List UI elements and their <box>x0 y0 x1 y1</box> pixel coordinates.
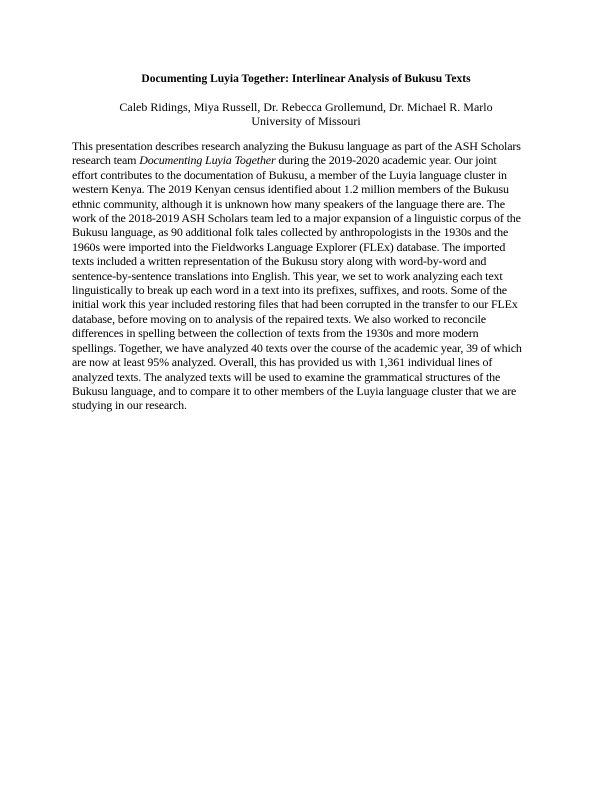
abstract-line: effort contributes to the documentation of Bukusu, a member of the Luyia language cluster in <box>72 167 507 182</box>
abstract-line <box>72 153 544 167</box>
abstract-line: spellings. Together, we have analyzed 40 texts over the course of the academic year, 39 of which <box>72 340 522 355</box>
abstract-body <box>72 139 544 413</box>
abstract-line: texts included a written representation of the Bukusu story along with word-by-word and <box>72 254 487 269</box>
abstract-line: western Kenya. The 2019 Kenyan census identified about 1.2 million members of the Bukusu <box>72 182 509 197</box>
abstract-text-segment: research team <box>72 153 140 168</box>
abstract-line: work of the 2018-2019 ASH Scholars team led to a major expansion of a linguistic corpus of the <box>72 211 521 226</box>
abstract-line: linguistically to break up each word in a text into its prefixes, suffixes, and roots. Some of the <box>72 283 507 298</box>
abstract-line: are now at least 95% analyzed. Overall, this has provided us with 1,361 individual lines of <box>72 355 493 370</box>
abstract-line: analyzed texts. The analyzed texts will be used to examine the grammatical structures of the <box>72 369 501 384</box>
paper-title: Documenting Luyia Together: Interlinear Analysis of Bukusu Texts <box>141 73 471 85</box>
abstract-line: initial work this year included restoring files that had been corrupted in the transfer to our FLEx <box>72 297 518 312</box>
abstract-line: Bukusu language, and to compare it to other members of the Luyia language cluster that we are <box>72 383 517 398</box>
abstract-line: studying in our research. <box>72 398 187 413</box>
abstract-line: sentence-by-sentence translations into English. This year, we set to work analyzing each text <box>72 268 503 283</box>
author-affiliation: University of Missouri <box>251 114 361 128</box>
abstract-line: ethnic community, although it is unknown how many speakers of the language there are. The <box>72 196 505 211</box>
abstract-line: This presentation describes research analyzing the Bukusu language as part of the ASH Scholars <box>72 139 521 153</box>
abstract-line: Bukusu language, as 90 additional folk tales collected by anthropologists in the 1930s and the <box>72 225 509 240</box>
project-title-italic: Documenting Luyia Together <box>139 153 276 168</box>
author-list: Caleb Ridings, Miya Russell, Dr. Rebecca Grollemund, Dr. Michael R. Marlo <box>119 100 493 114</box>
abstract-text-segment: during the 2019-2020 academic year. Our joint <box>275 153 497 168</box>
abstract-line: 1960s were imported into the Fieldworks Language Explorer (FLEx) database. The imported <box>72 239 506 254</box>
abstract-line: differences in spelling between the collection of texts from the 1930s and more modern <box>72 326 479 341</box>
abstract-line: database, before moving on to analysis of the repaired texts. We also worked to reconcile <box>72 311 486 326</box>
